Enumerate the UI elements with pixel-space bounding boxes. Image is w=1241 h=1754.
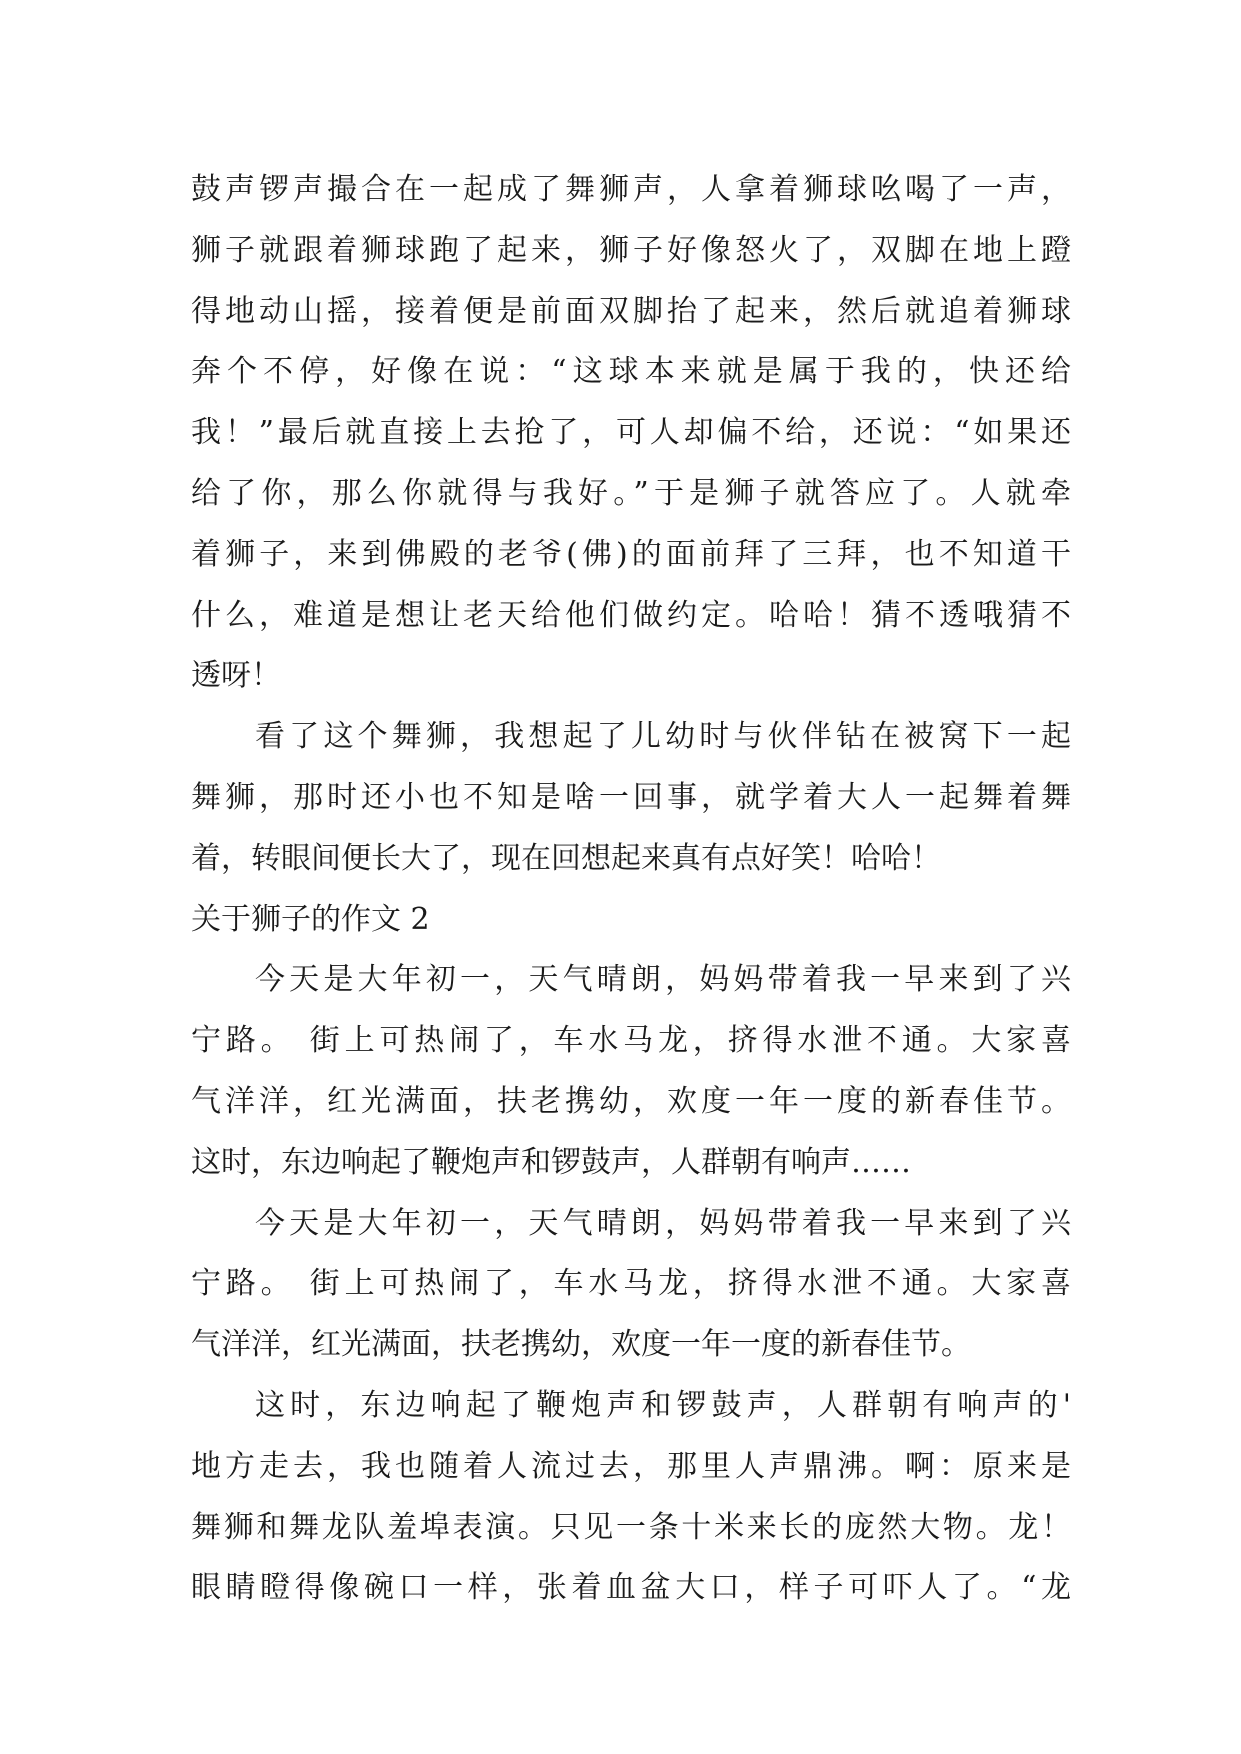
text-line: 我！”最后就直接上去抢了，可人却偏不给，还说：“如果还: [191, 415, 1071, 451]
text-line: 宁路。 街上可热闹了，车水马龙，挤得水泄不通。大家喜: [191, 1023, 1071, 1059]
text-line: 这时，东边响起了鞭炮声和锣鼓声，人群朝有响声……: [191, 1144, 911, 1180]
text-line: 舞狮，那时还小也不知是啥一回事，就学着大人一起舞着舞: [191, 779, 1071, 815]
text-line: 宁路。 街上可热闹了，车水马龙，挤得水泄不通。大家喜: [191, 1266, 1071, 1302]
text-line: 着，转眼间便长大了，现在回想起来真有点好笑！哈哈！: [191, 840, 941, 876]
paragraph-start-line: 这时，东边响起了鞭炮声和锣鼓声，人群朝有响声的': [255, 1387, 1071, 1423]
text-line: 得地动山摇，接着便是前面双脚抬了起来，然后就追着狮球: [191, 293, 1071, 329]
text-line: 气洋洋，红光满面，扶老携幼，欢度一年一度的新春佳节。: [191, 1327, 971, 1363]
text-line: 地方走去，我也随着人流过去，那里人声鼎沸。啊：原来是: [191, 1448, 1071, 1484]
paragraph-start-line: 今天是大年初一，天气晴朗，妈妈带着我一早来到了兴: [255, 962, 1071, 998]
text-line: 透呀！: [191, 658, 281, 694]
text-line: 气洋洋，红光满面，扶老携幼，欢度一年一度的新春佳节。: [191, 1083, 1071, 1119]
text-line: 舞狮和舞龙队羞埠表演。只见一条十米来长的庞然大物。龙！: [191, 1509, 1071, 1545]
text-line: 鼓声锣声撮合在一起成了舞狮声，人拿着狮球吆喝了一声，: [191, 172, 1071, 207]
text-line: 眼睛瞪得像碗口一样，张着血盆大口，样子可吓人了。“龙: [191, 1570, 1071, 1606]
text-line: 狮子就跟着狮球跑了起来，狮子好像怒火了，双脚在地上蹬: [191, 232, 1071, 268]
text-line: 什么，难道是想让老天给他们做约定。哈哈！猜不透哦猜不: [191, 597, 1071, 633]
paragraph-start-line: 今天是大年初一，天气晴朗，妈妈带着我一早来到了兴: [255, 1205, 1071, 1241]
paragraph-start-line: 看了这个舞狮，我想起了儿幼时与伙伴钻在被窝下一起: [255, 719, 1071, 755]
document-page: [191, 160, 1071, 1619]
text-line: 奔个不停，好像在说：“这球本来就是属于我的，快还给: [191, 354, 1071, 390]
text-line: 着狮子，来到佛殿的老爷(佛)的面前拜了三拜，也不知道干: [191, 536, 1071, 572]
text-line: 给了你，那么你就得与我好。”于是狮子就答应了。人就牵: [191, 475, 1071, 511]
section-heading: 关于狮子的作文 2: [191, 901, 430, 937]
